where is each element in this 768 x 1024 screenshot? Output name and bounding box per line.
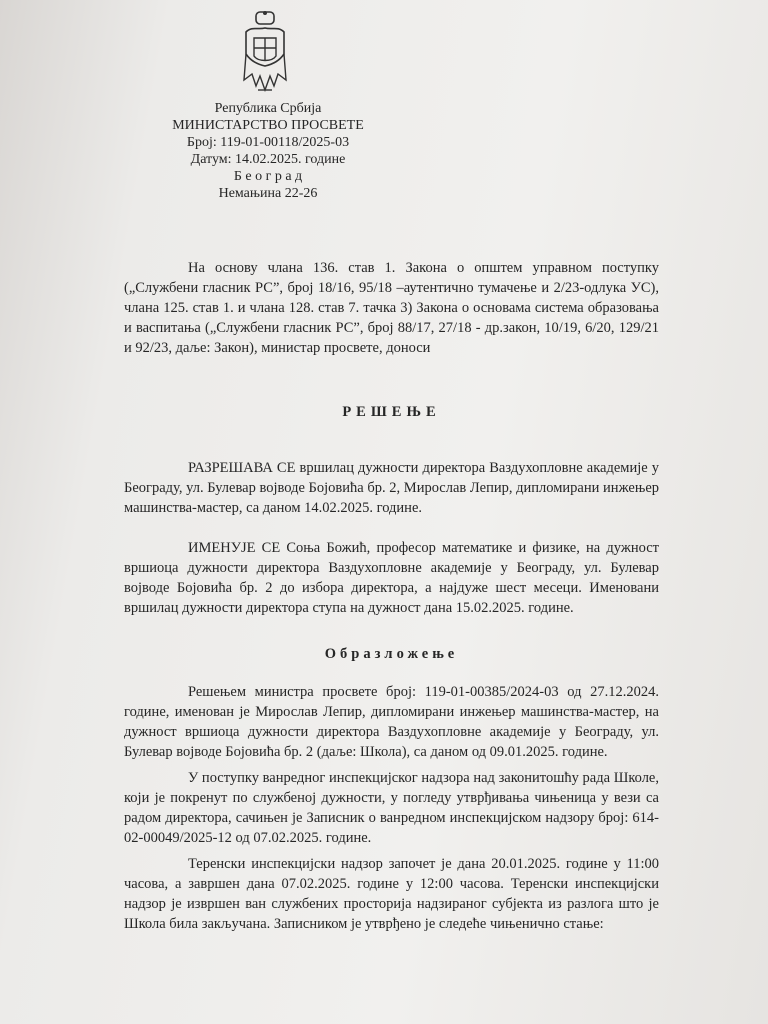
city-name: Б е о г р а д (233, 169, 303, 184)
decision-title: РЕШЕЊЕ (342, 404, 441, 420)
explanation-title: Образложење (324, 646, 459, 662)
country-name: Република Србија (214, 101, 322, 116)
preamble-paragraph: На основу члана 136. став 1. Закона о општем управном поступку („Службени гласник РС”, број 18/16, 95/18 –аутентично тумачење и 2/23-одлука УС), члана 125. став 1. и члана 128. став 7. тачка 3) Закона о основама система образовања и васпитања („Службени гласник РС”, број 88/17, 27/18 - др.закон, 10/19, 6/20, 129/21 и 92/23, даље: Закон), министар просвете, доноси (124, 260, 659, 356)
explanation-paragraph-2: У поступку ванредног инспекцијског надзора над законитошћу рада Школе, који је покренут по службеној дужности, у погледу утврђивања чињеница у вези са радом директора, сачињен је Записник о ванредном инспекцијском надзору број: 614-02-00049/2025-12 од 07.02.2025. године. (124, 770, 659, 846)
document-header (150, 100, 386, 202)
decision-appointment-paragraph: ИМЕНУЈЕ СЕ Соња Божић, професор математике и физике, на дужност вршиоца дужности директора Ваздухопловне академије у Београду, ул. Булевар војводе Бојовића бр. 2 до избора директора, а најдуже шест месеци. Именовани вршилац дужности директора ступа на дужност дана 15.02.2025. године. (124, 540, 659, 616)
document-date: Датум: 14.02.2025. године (190, 152, 346, 167)
ministry-name: МИНИСТАРСТВО ПРОСВЕТЕ (172, 118, 364, 133)
explanation-paragraph-3: Теренски инспекцијски надзор започет је дана 20.01.2025. године у 11:00 часова, а завршен дана 07.02.2025. године у 12:00 часова. Теренски инспекцијски надзор је извршен ван службених просторија надзираног субјекта из разлога што је Школа била закључана. Записником је утврђено је следеће чињенично стање: (124, 856, 659, 932)
document-number: Број: 119-01-00118/2025-03 (186, 135, 350, 150)
address: Немањина 22-26 (218, 186, 318, 201)
decision-dismissal-paragraph: РАЗРЕШАВА СЕ вршилац дужности директора Ваздухопловне академије у Београду, ул. Булевар војводе Бојовића бр. 2, Мирослав Лепир, дипломирани инжењер машинства-мастер, са даном 14.02.2025. године. (124, 460, 659, 516)
document-body (124, 258, 659, 934)
coat-of-arms-icon (242, 10, 288, 98)
explanation-paragraph-1: Решењем министра просвете број: 119-01-00385/2024-03 од 27.12.2024. године, именован је Мирослав Лепир, дипломирани инжењер машинства-мастер, на дужност вршиоца дужности директора Ваздухопловне академије у Београду, ул. Булевар војводе Бојовића бр. 2 (даље: Школа), са даном од 09.01.2025. године. (124, 684, 659, 760)
